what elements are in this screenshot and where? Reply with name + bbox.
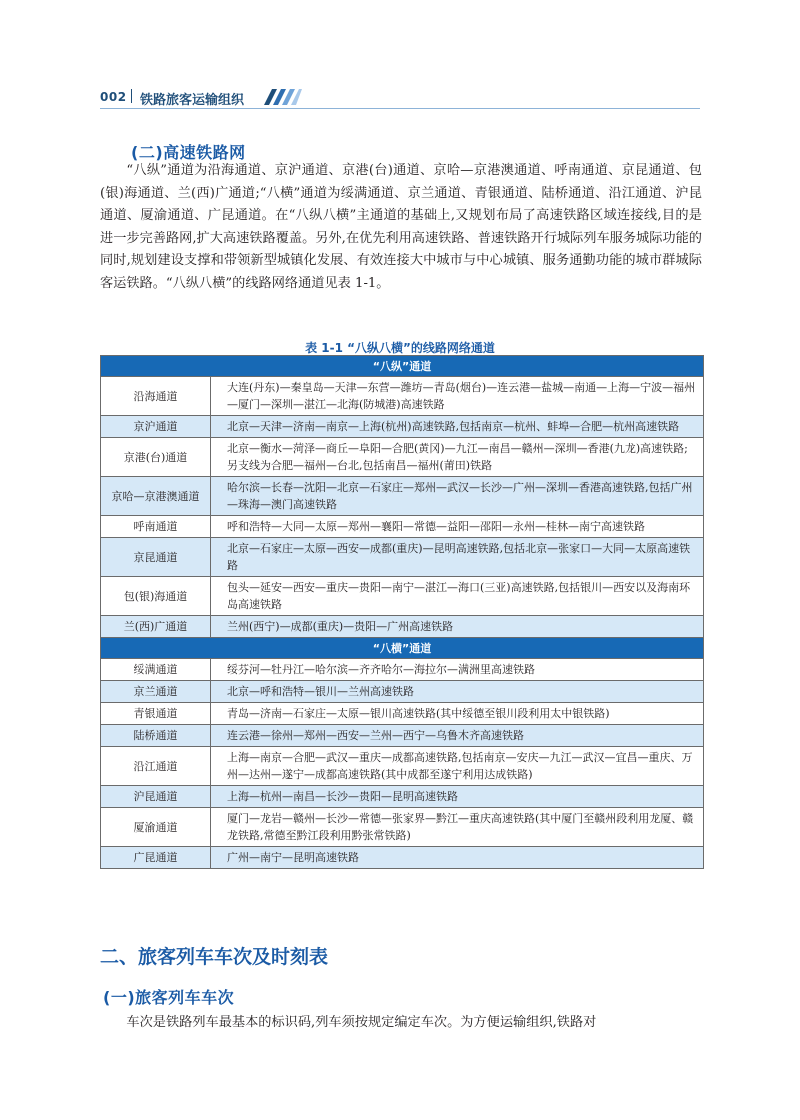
row-name: 陆桥通道	[101, 725, 211, 747]
row-desc: 上海—南京—合肥—武汉—重庆—成都高速铁路,包括南京—安庆—九江—武汉—宜昌—重庆、万州—达州—遂宁—成都高速铁路(其中成都至遂宁利用达成铁路)	[211, 747, 704, 786]
table-row	[101, 703, 704, 725]
row-desc: 上海—杭州—南昌—长沙—贵阳—昆明高速铁路	[211, 786, 704, 808]
row-desc: 北京—衡水—菏泽—商丘—阜阳—合肥(黄冈)—九江—南昌—赣州—深圳—香港(九龙)高速铁路;另支线为合肥—福州—台北,包括南昌—福州(莆田)铁路	[211, 438, 704, 477]
row-desc: 哈尔滨—长春—沈阳—北京—石家庄—郑州—武汉—长沙—广州—深圳—香港高速铁路,包括广州—珠海—澳门高速铁路	[211, 477, 704, 516]
body-paragraph-2	[100, 1012, 702, 1035]
paragraph-text: “八纵”通道为沿海通道、京沪通道、京港(台)通道、京哈—京港澳通道、呼南通道、京昆通道、包(银)海通道、兰(西)广通道;“八横”通道为绥满通道、京兰通道、青银通道、陆桥通道、沿江通道、沪昆通道、厦渝通道、广昆通道。在“八纵八横”主通道的基础上,又规划布局了高速铁路区域连接线,目的是进一步完善路网,扩大高速铁路覆盖。另外,在优先利用高速铁路、普速铁路开行城际列车服务城际功能的同时,规划建设支撑和带领新型城镇化发展、有效连接大中城市与中心城镇、服务通勤功能的城市群城际客运铁路。“八纵八横”的线路网络通道见表 1-1。	[100, 163, 702, 291]
chapter-section-heading: 二、旅客列车车次及时刻表	[100, 946, 329, 968]
table-row	[101, 577, 704, 616]
row-desc: 厦门—龙岩—赣州—长沙—常德—张家界—黔江—重庆高速铁路(其中厦门至赣州段利用龙厦、赣龙铁路,常德至黔江段利用黔张常铁路)	[211, 808, 704, 847]
table-row	[101, 747, 704, 786]
row-name: 沪昆通道	[101, 786, 211, 808]
row-name: 京昆通道	[101, 538, 211, 577]
row-name: 沿江通道	[101, 747, 211, 786]
table-group-header	[101, 356, 704, 377]
table-group-header	[101, 638, 704, 659]
table-row	[101, 786, 704, 808]
table-row	[101, 681, 704, 703]
row-desc: 北京—呼和浩特—银川—兰州高速铁路	[211, 681, 704, 703]
header-rule	[100, 108, 700, 109]
row-name: 呼南通道	[101, 516, 211, 538]
row-name: 京哈—京港澳通道	[101, 477, 211, 516]
page-number: 002	[100, 90, 127, 104]
group-horizontal-label: “八横”通道	[101, 638, 704, 659]
row-desc: 大连(丹东)—秦皇岛—天津—东营—潍坊—青岛(烟台)—连云港—盐城—南通—上海—宁波—福州—厦门—深圳—湛江—北海(防城港)高速铁路	[211, 377, 704, 416]
table-row	[101, 616, 704, 638]
row-name: 京港(台)通道	[101, 438, 211, 477]
row-name: 厦渝通道	[101, 808, 211, 847]
row-desc: 广州—南宁—昆明高速铁路	[211, 847, 704, 869]
row-desc: 包头—延安—西安—重庆—贵阳—南宁—湛江—海口(三亚)高速铁路,包括银川—西安以及海南环岛高速铁路	[211, 577, 704, 616]
table-row	[101, 416, 704, 438]
section-heading: (二)高速铁路网	[131, 143, 246, 162]
row-name: 青银通道	[101, 703, 211, 725]
table-row	[101, 847, 704, 869]
header-separator	[131, 89, 132, 103]
table-row	[101, 438, 704, 477]
row-desc: 青岛—济南—石家庄—太原—银川高速铁路(其中绥德至银川段利用太中银铁路)	[211, 703, 704, 725]
table-row	[101, 659, 704, 681]
row-name: 绥满通道	[101, 659, 211, 681]
table-row	[101, 538, 704, 577]
book-title: 铁路旅客运输组织	[140, 93, 245, 108]
row-desc: 北京—石家庄—太原—西安—成都(重庆)—昆明高速铁路,包括北京—张家口—大同—太原高速铁路	[211, 538, 704, 577]
paragraph-text-2: 车次是铁路列车最基本的标识码,列车须按规定编定车次。为方便运输组织,铁路对	[126, 1015, 597, 1030]
table-row	[101, 516, 704, 538]
row-name: 京兰通道	[101, 681, 211, 703]
row-desc: 兰州(西宁)—成都(重庆)—贵阳—广州高速铁路	[211, 616, 704, 638]
table-row	[101, 477, 704, 516]
table-caption: 表 1-1 “八纵八横”的线路网络通道	[305, 341, 495, 355]
row-desc: 绥芬河—牡丹江—哈尔滨—齐齐哈尔—海拉尔—满洲里高速铁路	[211, 659, 704, 681]
sub-section-heading: (一)旅客列车车次	[103, 988, 235, 1007]
row-desc: 北京—天津—济南—南京—上海(杭州)高速铁路,包括南京—杭州、蚌埠—合肥—杭州高速铁路	[211, 416, 704, 438]
row-name: 兰(西)广通道	[101, 616, 211, 638]
row-name: 包(银)海通道	[101, 577, 211, 616]
row-desc: 连云港—徐州—郑州—西安—兰州—西宁—乌鲁木齐高速铁路	[211, 725, 704, 747]
row-desc: 呼和浩特—大同—太原—郑州—襄阳—常德—益阳—邵阳—永州—桂林—南宁高速铁路	[211, 516, 704, 538]
row-name: 京沪通道	[101, 416, 211, 438]
network-table	[100, 355, 704, 869]
table-row	[101, 725, 704, 747]
table-row	[101, 808, 704, 847]
row-name: 广昆通道	[101, 847, 211, 869]
row-name: 沿海通道	[101, 377, 211, 416]
group-vertical-label: “八纵”通道	[101, 356, 704, 377]
body-paragraph	[100, 160, 702, 296]
header-stripes-icon	[256, 87, 302, 107]
table-row	[101, 377, 704, 416]
